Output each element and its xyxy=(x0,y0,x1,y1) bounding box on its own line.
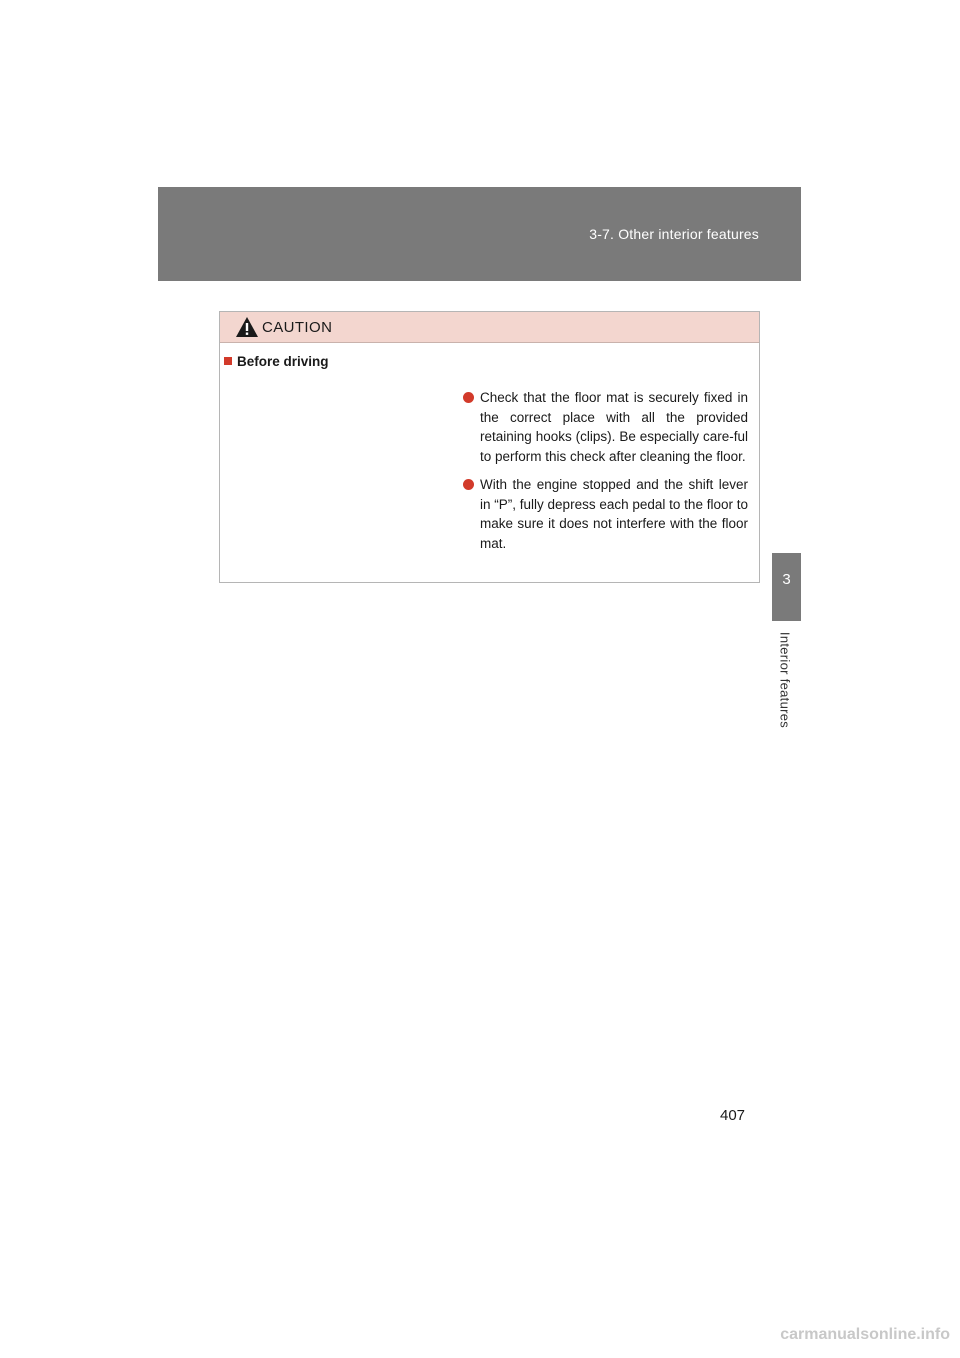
chapter-tab xyxy=(772,553,801,621)
warning-triangle-icon xyxy=(235,316,259,338)
caution-subheading xyxy=(224,354,329,369)
chapter-number: 3 xyxy=(782,571,791,588)
section-header-band xyxy=(158,187,801,281)
caution-list xyxy=(461,388,748,562)
caution-title: CAUTION xyxy=(262,319,333,336)
caution-header xyxy=(220,312,759,343)
list-item-text: Check that the floor mat is securely fixed in the correct place with all the provided retaining hooks (clips). Be especially care-ful to perform this check after cleaning the floor. xyxy=(480,390,748,464)
watermark: carmanualsonline.info xyxy=(780,1326,950,1343)
square-bullet-icon xyxy=(224,357,232,365)
list-item-text: With the engine stopped and the shift lever in “P”, fully depress each pedal to the floor to make sure it does not interfere with the floor mat. xyxy=(480,477,748,551)
page-number: 407 xyxy=(720,1107,746,1124)
list-item xyxy=(461,388,748,466)
subheading-text: Before driving xyxy=(237,354,329,369)
chapter-label: Interior features xyxy=(777,631,793,729)
section-title: 3-7. Other interior features xyxy=(589,226,759,242)
caution-box xyxy=(219,311,760,583)
round-bullet-icon xyxy=(463,392,474,403)
round-bullet-icon xyxy=(463,479,474,490)
list-item xyxy=(461,475,748,553)
